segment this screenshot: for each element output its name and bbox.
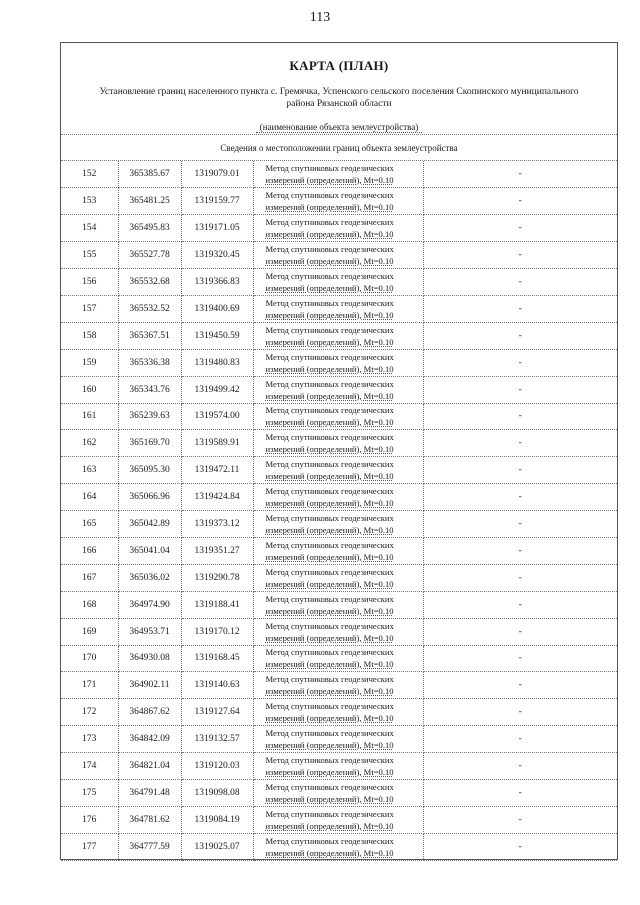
method-line-2: измерений (определений), Mt=0.10 xyxy=(265,256,394,267)
table-row xyxy=(61,833,617,860)
x-coordinate-cell: 365481.25 xyxy=(118,188,181,215)
description-cell: - xyxy=(423,806,617,833)
y-coordinate-cell: 1319170.12 xyxy=(181,618,253,645)
y-coordinate-cell: 1319480.83 xyxy=(181,349,253,376)
method-cell xyxy=(253,833,423,860)
method-line-1: Метод спутниковых геодезических xyxy=(265,217,394,228)
method-line-2: измерений (определений), Mt=0.10 xyxy=(265,202,394,213)
y-coordinate-cell: 1319120.03 xyxy=(181,753,253,780)
x-coordinate-cell: 365385.67 xyxy=(118,161,181,188)
document-header xyxy=(61,43,617,135)
method-line-2: измерений (определений), Mt=0.10 xyxy=(265,659,394,670)
y-coordinate-cell: 1319400.69 xyxy=(181,295,253,322)
x-coordinate-cell: 365036.02 xyxy=(118,564,181,591)
y-coordinate-cell: 1319351.27 xyxy=(181,537,253,564)
x-coordinate-cell: 364867.62 xyxy=(118,699,181,726)
point-number-cell: 167 xyxy=(61,564,118,591)
description-cell: - xyxy=(423,430,617,457)
method-cell xyxy=(253,753,423,780)
method-line-2: измерений (определений), Mt=0.10 xyxy=(265,820,394,831)
point-number-cell: 173 xyxy=(61,726,118,753)
table-row xyxy=(61,295,617,322)
table-row xyxy=(61,537,617,564)
method-line-2: измерений (определений), Mt=0.10 xyxy=(265,686,394,697)
method-line-2: измерений (определений), Mt=0.10 xyxy=(265,713,394,724)
point-number-cell: 163 xyxy=(61,457,118,484)
method-line-1: Метод спутниковых геодезических xyxy=(265,566,394,577)
y-coordinate-cell: 1319290.78 xyxy=(181,564,253,591)
method-cell xyxy=(253,672,423,699)
method-line-2: измерений (определений), Mt=0.10 xyxy=(265,498,394,509)
point-number-cell: 176 xyxy=(61,806,118,833)
method-cell xyxy=(253,349,423,376)
method-line-2: измерений (определений), Mt=0.10 xyxy=(265,578,394,589)
x-coordinate-cell: 365527.78 xyxy=(118,242,181,269)
y-coordinate-cell: 1319366.83 xyxy=(181,269,253,296)
method-line-1: Метод спутниковых геодезических xyxy=(265,297,394,308)
method-line-1: Метод спутниковых геодезических xyxy=(265,835,394,846)
x-coordinate-cell: 365042.89 xyxy=(118,511,181,538)
method-cell xyxy=(253,591,423,618)
method-cell xyxy=(253,484,423,511)
description-cell: - xyxy=(423,779,617,806)
x-coordinate-cell: 365367.51 xyxy=(118,322,181,349)
method-line-2: измерений (определений), Mt=0.10 xyxy=(265,740,394,751)
method-cell xyxy=(253,295,423,322)
method-line-1: Метод спутниковых геодезических xyxy=(265,378,394,389)
description-cell: - xyxy=(423,457,617,484)
table-row xyxy=(61,242,617,269)
method-cell xyxy=(253,564,423,591)
x-coordinate-cell: 365343.76 xyxy=(118,376,181,403)
table-body xyxy=(61,161,617,860)
method-cell xyxy=(253,242,423,269)
y-coordinate-cell: 1319132.57 xyxy=(181,726,253,753)
y-coordinate-cell: 1319574.00 xyxy=(181,403,253,430)
boundary-points-table xyxy=(61,161,617,861)
description-cell: - xyxy=(423,484,617,511)
method-line-1: Метод спутниковых геодезических xyxy=(265,593,394,604)
method-line-1: Метод спутниковых геодезических xyxy=(265,432,394,443)
method-line-2: измерений (определений), Mt=0.10 xyxy=(265,525,394,536)
method-cell xyxy=(253,403,423,430)
point-number-cell: 154 xyxy=(61,215,118,242)
table-row xyxy=(61,457,617,484)
document-frame xyxy=(60,42,618,860)
page-title: КАРТА (ПЛАН) xyxy=(289,58,389,73)
method-cell xyxy=(253,161,423,188)
point-number-cell: 160 xyxy=(61,376,118,403)
method-line-2: измерений (определений), Mt=0.10 xyxy=(265,309,394,320)
method-line-2: измерений (определений), Mt=0.10 xyxy=(265,632,394,643)
y-coordinate-cell: 1319320.45 xyxy=(181,242,253,269)
y-coordinate-cell: 1319188.41 xyxy=(181,591,253,618)
table-row xyxy=(61,591,617,618)
method-line-2: измерений (определений), Mt=0.10 xyxy=(265,363,394,374)
x-coordinate-cell: 365239.63 xyxy=(118,403,181,430)
method-line-1: Метод спутниковых геодезических xyxy=(265,351,394,362)
description-cell: - xyxy=(423,726,617,753)
method-cell xyxy=(253,269,423,296)
method-line-2: измерений (определений), Mt=0.10 xyxy=(265,390,394,401)
x-coordinate-cell: 365041.04 xyxy=(118,537,181,564)
method-line-1: Метод спутниковых геодезических xyxy=(265,513,394,524)
table-row xyxy=(61,269,617,296)
description-cell: - xyxy=(423,242,617,269)
table-row xyxy=(61,403,617,430)
description-cell: - xyxy=(423,618,617,645)
x-coordinate-cell: 364777.59 xyxy=(118,833,181,860)
table-row xyxy=(61,161,617,188)
description-cell: - xyxy=(423,376,617,403)
method-cell xyxy=(253,618,423,645)
method-cell xyxy=(253,699,423,726)
table-row xyxy=(61,645,617,672)
y-coordinate-cell: 1319424.84 xyxy=(181,484,253,511)
point-number-cell: 153 xyxy=(61,188,118,215)
y-coordinate-cell: 1319168.45 xyxy=(181,645,253,672)
description-cell: - xyxy=(423,403,617,430)
point-number-cell: 175 xyxy=(61,779,118,806)
method-line-2: измерений (определений), Mt=0.10 xyxy=(265,229,394,240)
point-number-cell: 166 xyxy=(61,537,118,564)
description-cell: - xyxy=(423,672,617,699)
description-cell: - xyxy=(423,188,617,215)
method-line-1: Метод спутниковых геодезических xyxy=(265,781,394,792)
method-line-1: Метод спутниковых геодезических xyxy=(265,701,394,712)
method-line-2: измерений (определений), Mt=0.10 xyxy=(265,605,394,616)
table-row xyxy=(61,779,617,806)
point-number-cell: 172 xyxy=(61,699,118,726)
x-coordinate-cell: 364974.90 xyxy=(118,591,181,618)
table-row xyxy=(61,349,617,376)
method-line-1: Метод спутниковых геодезических xyxy=(265,459,394,470)
description-cell: - xyxy=(423,591,617,618)
method-line-1: Метод спутниковых геодезических xyxy=(265,647,394,658)
method-line-1: Метод спутниковых геодезических xyxy=(265,755,394,766)
table-row xyxy=(61,322,617,349)
table-row xyxy=(61,484,617,511)
point-number-cell: 168 xyxy=(61,591,118,618)
method-line-2: измерений (определений), Mt=0.10 xyxy=(265,444,394,455)
x-coordinate-cell: 364791.48 xyxy=(118,779,181,806)
x-coordinate-cell: 365095.30 xyxy=(118,457,181,484)
y-coordinate-cell: 1319140.63 xyxy=(181,672,253,699)
page-number: 113 xyxy=(309,10,331,25)
point-number-cell: 162 xyxy=(61,430,118,457)
method-cell xyxy=(253,376,423,403)
y-coordinate-cell: 1319171.05 xyxy=(181,215,253,242)
x-coordinate-cell: 364842.09 xyxy=(118,726,181,753)
y-coordinate-cell: 1319373.12 xyxy=(181,511,253,538)
method-line-1: Метод спутниковых геодезических xyxy=(265,163,394,174)
object-type-caption: (наименование объекта землеустройства) xyxy=(256,122,423,133)
point-number-cell: 165 xyxy=(61,511,118,538)
y-coordinate-cell: 1319472.11 xyxy=(181,457,253,484)
x-coordinate-cell: 365532.68 xyxy=(118,269,181,296)
x-coordinate-cell: 365495.83 xyxy=(118,215,181,242)
method-cell xyxy=(253,430,423,457)
method-line-1: Метод спутниковых геодезических xyxy=(265,244,394,255)
description-cell: - xyxy=(423,645,617,672)
description-cell: - xyxy=(423,349,617,376)
description-cell: - xyxy=(423,269,617,296)
table-row xyxy=(61,726,617,753)
method-line-2: измерений (определений), Mt=0.10 xyxy=(265,551,394,562)
table-row xyxy=(61,753,617,780)
point-number-cell: 152 xyxy=(61,161,118,188)
method-line-1: Метод спутниковых геодезических xyxy=(265,190,394,201)
x-coordinate-cell: 364821.04 xyxy=(118,753,181,780)
point-number-cell: 159 xyxy=(61,349,118,376)
x-coordinate-cell: 365532.52 xyxy=(118,295,181,322)
y-coordinate-cell: 1319025.07 xyxy=(181,833,253,860)
x-coordinate-cell: 364902.11 xyxy=(118,672,181,699)
method-cell xyxy=(253,645,423,672)
point-number-cell: 177 xyxy=(61,833,118,860)
method-line-1: Метод спутниковых геодезических xyxy=(265,620,394,631)
method-cell xyxy=(253,806,423,833)
point-number-cell: 169 xyxy=(61,618,118,645)
description-cell: - xyxy=(423,753,617,780)
method-cell xyxy=(253,215,423,242)
method-line-1: Метод спутниковых геодезических xyxy=(265,728,394,739)
y-coordinate-cell: 1319098.08 xyxy=(181,779,253,806)
point-number-cell: 161 xyxy=(61,403,118,430)
y-coordinate-cell: 1319159.77 xyxy=(181,188,253,215)
method-line-2: измерений (определений), Mt=0.10 xyxy=(265,767,394,778)
document-subtitle: Установление границ населенного пункта с. Гремячка, Успенского сельского поселения Скопинского муниципального района Рязанской области xyxy=(99,87,579,109)
table-row xyxy=(61,188,617,215)
y-coordinate-cell: 1319084.19 xyxy=(181,806,253,833)
x-coordinate-cell: 365066.96 xyxy=(118,484,181,511)
description-cell: - xyxy=(423,564,617,591)
table-row xyxy=(61,672,617,699)
table-row xyxy=(61,618,617,645)
method-line-2: измерений (определений), Mt=0.10 xyxy=(265,847,394,858)
method-line-2: измерений (определений), Mt=0.10 xyxy=(265,336,394,347)
point-number-cell: 174 xyxy=(61,753,118,780)
point-number-cell: 170 xyxy=(61,645,118,672)
table-row xyxy=(61,806,617,833)
x-coordinate-cell: 365336.38 xyxy=(118,349,181,376)
method-line-2: измерений (определений), Mt=0.10 xyxy=(265,175,394,186)
table-row xyxy=(61,511,617,538)
point-number-cell: 158 xyxy=(61,322,118,349)
table-row xyxy=(61,376,617,403)
description-cell: - xyxy=(423,322,617,349)
table-row xyxy=(61,430,617,457)
x-coordinate-cell: 364953.71 xyxy=(118,618,181,645)
y-coordinate-cell: 1319450.59 xyxy=(181,322,253,349)
x-coordinate-cell: 364781.62 xyxy=(118,806,181,833)
method-cell xyxy=(253,457,423,484)
table-row xyxy=(61,215,617,242)
method-cell xyxy=(253,322,423,349)
method-line-2: измерений (определений), Mt=0.10 xyxy=(265,471,394,482)
method-cell xyxy=(253,537,423,564)
point-number-cell: 155 xyxy=(61,242,118,269)
method-cell xyxy=(253,726,423,753)
method-line-1: Метод спутниковых геодезических xyxy=(265,405,394,416)
section-title: Сведения о местоположении границ объекта землеустройства xyxy=(61,135,617,161)
point-number-cell: 156 xyxy=(61,269,118,296)
y-coordinate-cell: 1319499.42 xyxy=(181,376,253,403)
method-line-1: Метод спутниковых геодезических xyxy=(265,324,394,335)
method-line-1: Метод спутниковых геодезических xyxy=(265,539,394,550)
method-cell xyxy=(253,779,423,806)
method-line-1: Метод спутниковых геодезических xyxy=(265,486,394,497)
method-line-2: измерений (определений), Mt=0.10 xyxy=(265,417,394,428)
method-line-2: измерений (определений), Mt=0.10 xyxy=(265,793,394,804)
description-cell: - xyxy=(423,833,617,860)
description-cell: - xyxy=(423,537,617,564)
point-number-cell: 171 xyxy=(61,672,118,699)
method-line-1: Метод спутниковых геодезических xyxy=(265,271,394,281)
point-number-cell: 164 xyxy=(61,484,118,511)
x-coordinate-cell: 365169.70 xyxy=(118,430,181,457)
description-cell: - xyxy=(423,215,617,242)
table-row xyxy=(61,699,617,726)
method-cell xyxy=(253,511,423,538)
x-coordinate-cell: 364930.08 xyxy=(118,645,181,672)
method-line-1: Метод спутниковых геодезических xyxy=(265,674,394,685)
description-cell: - xyxy=(423,699,617,726)
y-coordinate-cell: 1319079.01 xyxy=(181,161,253,188)
method-cell xyxy=(253,188,423,215)
description-cell: - xyxy=(423,511,617,538)
description-cell: - xyxy=(423,295,617,322)
method-line-2: измерений (определений), Mt=0.10 xyxy=(265,283,394,293)
method-line-1: Метод спутниковых геодезических xyxy=(265,808,394,819)
description-cell: - xyxy=(423,161,617,188)
y-coordinate-cell: 1319589.91 xyxy=(181,430,253,457)
point-number-cell: 157 xyxy=(61,295,118,322)
y-coordinate-cell: 1319127.64 xyxy=(181,699,253,726)
table-row xyxy=(61,564,617,591)
